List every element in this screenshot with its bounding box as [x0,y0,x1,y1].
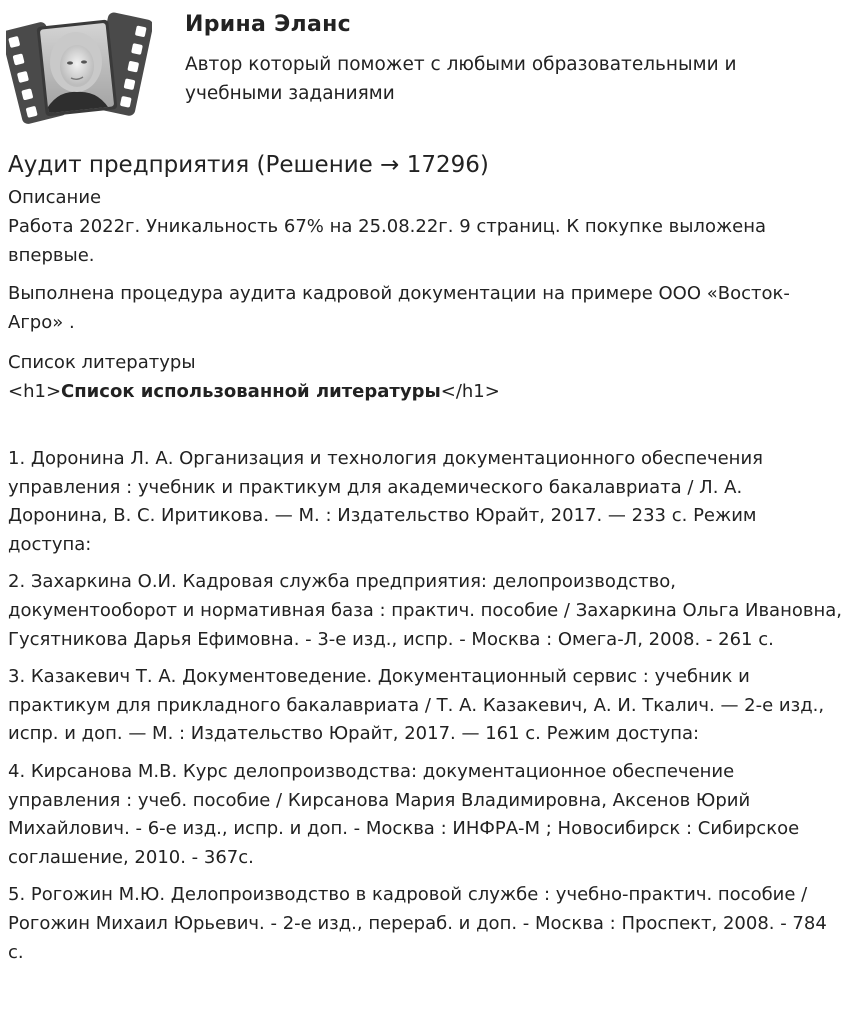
raw-tag-open: <h1> [8,381,62,402]
literature-heading [8,377,844,406]
list-item: 4. Кирсанова М.В. Курс делопроизводства: документационное обеспечение управления : учеб. пособие / Кирсанова Мария Владимировна, Аксенов Юрий Михайлович. - 6-е изд., испр. и доп. - Москва : ИНФРА-М ; Новосибирск : Сибирское соглашение, 2010. - 367с. [8,760,800,868]
list-item: 2. Захаркина О.И. Кадровая служба предприятия: делопроизводство, документооборот и нормативная база : практич. пособие / Захаркина Ольга Ивановна, Гусятникова Дарья Ефимовна. - 3-е изд., испр. - Москва : Омега-Л, 2008. - 261 с. [8,571,842,650]
author-bio: Автор который поможет с любыми образовательными и учебными заданиями [185,54,737,104]
film-strip-avatar-icon [6,6,152,128]
work-content [8,148,844,976]
author-avatar[interactable] [6,6,152,128]
description-label: Описание [8,187,102,208]
page-title: Аудит предприятия (Решение → 17296) [8,152,489,178]
literature-list [8,445,844,967]
list-item: 3. Казакевич Т. А. Документоведение. Документационный сервис : учебник и практикум для прикладного бакалавриата / Т. А. Казакевич, А. И. Ткалич. — 2-е изд., испр. и доп. — М. : Издательство Юрайт, 2017. — 161 с. Режим доступа: [8,666,825,745]
author-header [0,0,847,135]
author-name[interactable]: Ирина Эланс [185,12,351,37]
description-line: Выполнена процедура аудита кадровой документации на примере ООО «Восток-Агро» . [8,283,790,333]
list-item: 5. Рогожин М.Ю. Делопроизводство в кадровой службе : учебно-практич. пособие / Рогожин Михаил Юрьевич. - 2-е изд., перераб. и доп. - Москва : Проспект, 2008. - 784 с. [8,884,827,963]
spacer [8,406,844,445]
raw-tag-close: </h1> [440,381,500,402]
literature-heading-text: Список использованной литературы [61,381,441,402]
description-line: Работа 2022г. Уникальность 67% на 25.08.22г. 9 страниц. К покупке выложена впервые. [8,216,767,266]
list-item: 1. Доронина Л. А. Организация и технология документационного обеспечения управления : учебник и практикум для академического бакалавриата / Л. А. Доронина, В. С. Иритикова. — М. : Издательство Юрайт, 2017. — 233 с. Режим доступа: [8,448,763,555]
literature-label: Список литературы [8,352,196,373]
